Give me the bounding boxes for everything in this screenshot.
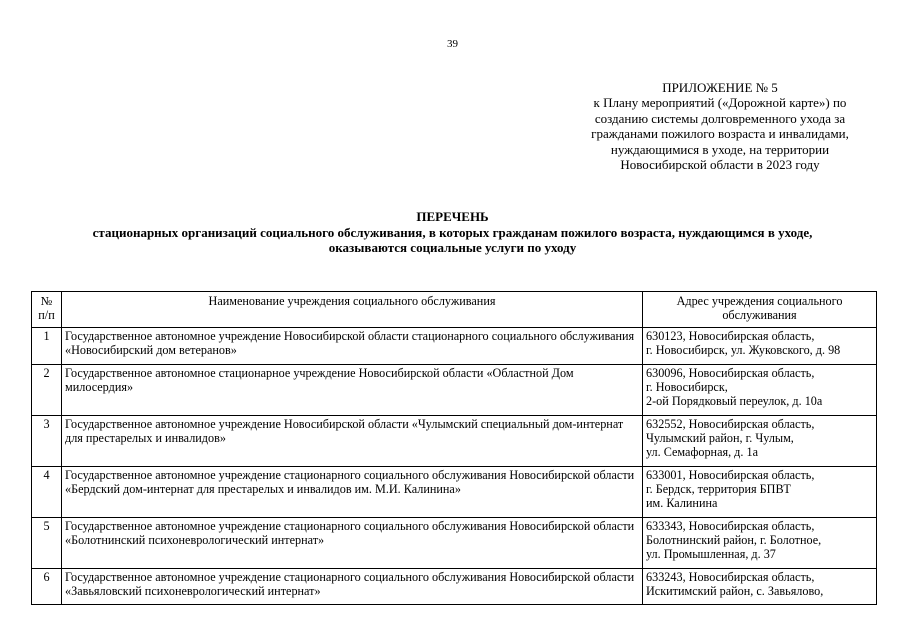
- institution-address: [643, 518, 877, 569]
- page-number: 39: [447, 38, 458, 50]
- heading-subtitle-continued: оказываются социальные услуги по уходу: [328, 240, 577, 256]
- header-name: Наименование учреждения социального обслуживания: [62, 292, 643, 328]
- row-number: 3: [32, 416, 62, 467]
- address-line: 630123, Новосибирская область,: [646, 329, 815, 343]
- appendix-line: к Плану мероприятий («Дорожной карте») по: [593, 95, 847, 111]
- header-number-line2: п/п: [38, 308, 55, 323]
- institution-name: Государственное автономное учреждение Новосибирской области «Чулымский специальный дом-интернат для престарелых и инвалидов»: [62, 416, 643, 467]
- institution-address: [643, 467, 877, 518]
- table-header-row: [32, 292, 877, 328]
- table-row: [32, 467, 877, 518]
- address-line: 633343, Новосибирская область,: [646, 519, 815, 533]
- institution-address: [643, 416, 877, 467]
- address-line: им. Калинина: [646, 496, 718, 511]
- address-line: г. Новосибирск, ул. Жуковского, д. 98: [646, 343, 841, 358]
- row-number: 4: [32, 467, 62, 518]
- institution-address: [643, 365, 877, 416]
- address-line: 633243, Новосибирская область,: [646, 570, 815, 584]
- institution-address: [643, 569, 877, 605]
- header-number-line1: №: [40, 294, 53, 308]
- appendix-block: [560, 80, 880, 172]
- address-line: Искитимский район, с. Завьялово,: [646, 584, 824, 599]
- institution-name: Государственное автономное учреждение стационарного социального обслуживания Новосибирской области «Бердский дом-интернат для престарелых и инвалидов им. М.И. Калинина»: [62, 467, 643, 518]
- address-line: 633001, Новосибирская область,: [646, 468, 815, 482]
- address-line: Чулымский район, г. Чулым,: [646, 431, 794, 446]
- institution-name: Государственное автономное стационарное учреждение Новосибирской области «Областной Дом милосердия»: [62, 365, 643, 416]
- header-number: [32, 292, 62, 328]
- organizations-table: [31, 291, 877, 605]
- table-row: [32, 328, 877, 365]
- row-number: 6: [32, 569, 62, 605]
- row-number: 5: [32, 518, 62, 569]
- institution-name: Государственное автономное учреждение Новосибирской области стационарного социального обслуживания «Новосибирский дом ветеранов»: [62, 328, 643, 365]
- institution-name: Государственное автономное учреждение стационарного социального обслуживания Новосибирской области «Болотнинский психоневрологический интернат»: [62, 518, 643, 569]
- table-row: [32, 416, 877, 467]
- document-heading: [0, 209, 905, 256]
- row-number: 2: [32, 365, 62, 416]
- heading-title: ПЕРЕЧЕНЬ: [416, 209, 489, 224]
- header-address: Адрес учреждения социального обслуживания: [643, 292, 877, 328]
- table-row: [32, 518, 877, 569]
- appendix-title: ПРИЛОЖЕНИЕ № 5: [662, 80, 778, 95]
- appendix-line: Новосибирской области в 2023 году: [620, 157, 820, 173]
- row-number: 1: [32, 328, 62, 365]
- table-row: [32, 365, 877, 416]
- address-line: г. Бердск, территория БПВТ: [646, 482, 791, 497]
- table-row: [32, 569, 877, 605]
- address-line: 2-ой Порядковый переулок, д. 10а: [646, 394, 823, 409]
- appendix-line: нуждающимися в уходе, на территории: [610, 141, 830, 157]
- heading-subtitle: стационарных организаций социального обслуживания, в которых гражданам пожилого возраста, нуждающимся в уходе,: [92, 224, 813, 240]
- address-line: ул. Промышленная, д. 37: [646, 547, 776, 562]
- address-line: 630096, Новосибирская область,: [646, 366, 815, 380]
- address-line: г. Новосибирск,: [646, 380, 728, 395]
- institution-address: [643, 328, 877, 365]
- appendix-line: созданию системы долговременного ухода за: [594, 110, 846, 126]
- institution-name: Государственное автономное учреждение стационарного социального обслуживания Новосибирской области «Завьяловский психоневрологический интернат»: [62, 569, 643, 605]
- appendix-line: гражданами пожилого возраста и инвалидами,: [591, 126, 849, 142]
- address-line: ул. Семафорная, д. 1а: [646, 445, 758, 460]
- address-line: Болотнинский район, г. Болотное,: [646, 533, 822, 548]
- address-line: 632552, Новосибирская область,: [646, 417, 815, 431]
